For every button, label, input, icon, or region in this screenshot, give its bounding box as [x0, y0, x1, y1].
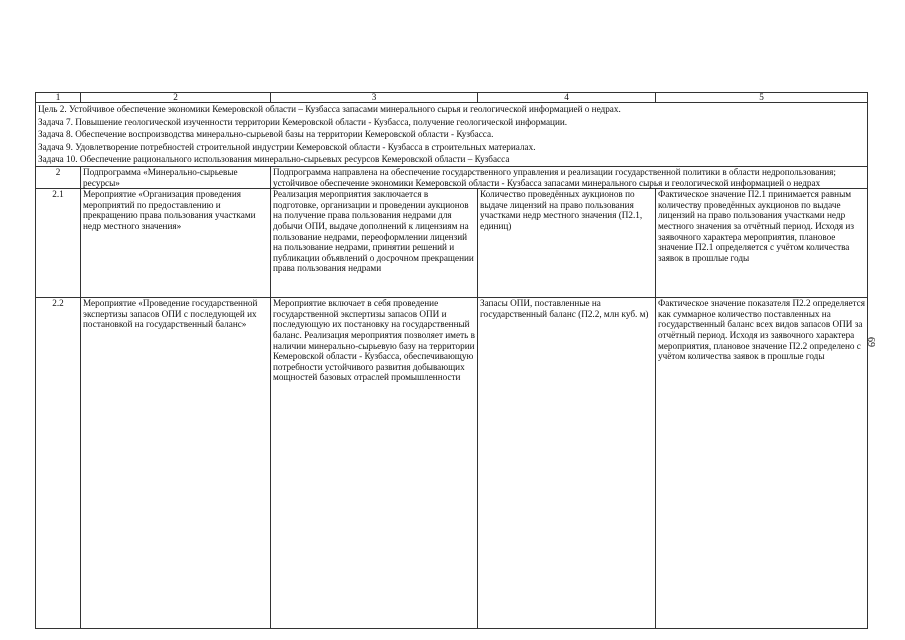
column-number-5: 5 — [656, 93, 868, 103]
column-number-4: 4 — [478, 93, 656, 103]
calculation-method: Фактическое значение П2.1 принимается равным количеству проведённых аукционов по выдаче лицензий на право пользования участками недр местного значения за отчётный период. Исходя из заявочного характера мероприятия, плановое значение П2.1 определяется с учётом количества заявок в прошлые годы — [656, 189, 868, 298]
program-table-sheet — [35, 92, 867, 629]
calculation-method: Фактическое значение показателя П2.2 определяется как суммарное количество поставленных на государственный баланс всех видов запасов ОПИ за отчётный период. Исходя из заявочного характера мероприятия, плановое значение П2.2 определено с учётом количества заявок в прошлые годы — [656, 298, 868, 629]
table-row — [36, 189, 868, 298]
measure-name: Мероприятие «Проведение государственной экспертизы запасов ОПИ с последующей их постановкой на государственный баланс» — [81, 298, 271, 629]
program-table — [35, 92, 868, 629]
column-number-row — [36, 93, 868, 103]
subprogram-description: Подпрограмма направлена на обеспечение государственного управления и реализации государственной политики в области недропользования; устойчивое обеспечение экономики Кемеровской области - Кузбасса запасами минерального сырья и геологической информацией о недрах — [271, 166, 868, 188]
measure-description: Мероприятие включает в себя проведение государственной экспертизы запасов ОПИ и последующую их постановку на государственный баланс. Реализация мероприятия позволяет иметь в наличии минерально-сырьевую базу на территории Кемеровской области - Кузбасса, обеспечивающую потребности устойчивого развития добывающих мощностей базовых отраслей промышленности — [271, 298, 478, 629]
table-row — [36, 298, 868, 629]
column-number-1: 1 — [36, 93, 81, 103]
page-number: 69 — [865, 337, 876, 347]
measure-description: Реализация мероприятия заключается в подготовке, организации и проведении аукционов на получение права пользования недрами для добычи ОПИ, выдаче дополнений к лицензиям на пользование недрами, переоформлении лицензий на пользование недрами, принятии решений и публикации объявлений о досрочном прекращении права пользования недрами — [271, 189, 478, 298]
column-number-3: 3 — [271, 93, 478, 103]
task-line-10: Задача 10. Обеспечение рационального использования минерально-сырьевых ресурсов Кемеровской области – Кузбасса — [38, 154, 510, 165]
goal-cell — [36, 103, 868, 167]
indicator-name: Запасы ОПИ, поставленные на государственный баланс (П2.2, млн куб. м) — [478, 298, 656, 629]
column-number-2: 2 — [81, 93, 271, 103]
indicator-name: Количество проведённых аукционов по выдаче лицензий на право пользования участками недр местного значения (П2.1, единиц) — [478, 189, 656, 298]
task-line-7: Задача 7. Повышение геологической изученности территории Кемеровской области - Кузбасса, получение геологической информации. — [38, 116, 568, 127]
subprogram-number: 2 — [36, 166, 81, 188]
measure-name: Мероприятие «Организация проведения мероприятий по предоставлению и прекращению права пользования участками недр местного значения» — [81, 189, 271, 298]
subprogram-row — [36, 166, 868, 188]
goal-row — [36, 103, 868, 167]
task-line-8: Задача 8. Обеспечение воспроизводства минерально-сырьевой базы на территории Кемеровской области - Кузбасса. — [38, 129, 494, 140]
row-number: 2.1 — [36, 189, 81, 298]
task-line-9: Задача 9. Удовлетворение потребностей строительной индустрии Кемеровской области - Кузбасса в строительных материалах. — [38, 141, 536, 152]
goal-line: Цель 2. Устойчивое обеспечение экономики Кемеровской области – Кузбасса запасами минерального сырья и геологической информацией о недрах. — [38, 104, 621, 114]
subprogram-name: Подпрограмма «Минерально-сырьевые ресурсы» — [81, 166, 271, 188]
row-number: 2.2 — [36, 298, 81, 629]
